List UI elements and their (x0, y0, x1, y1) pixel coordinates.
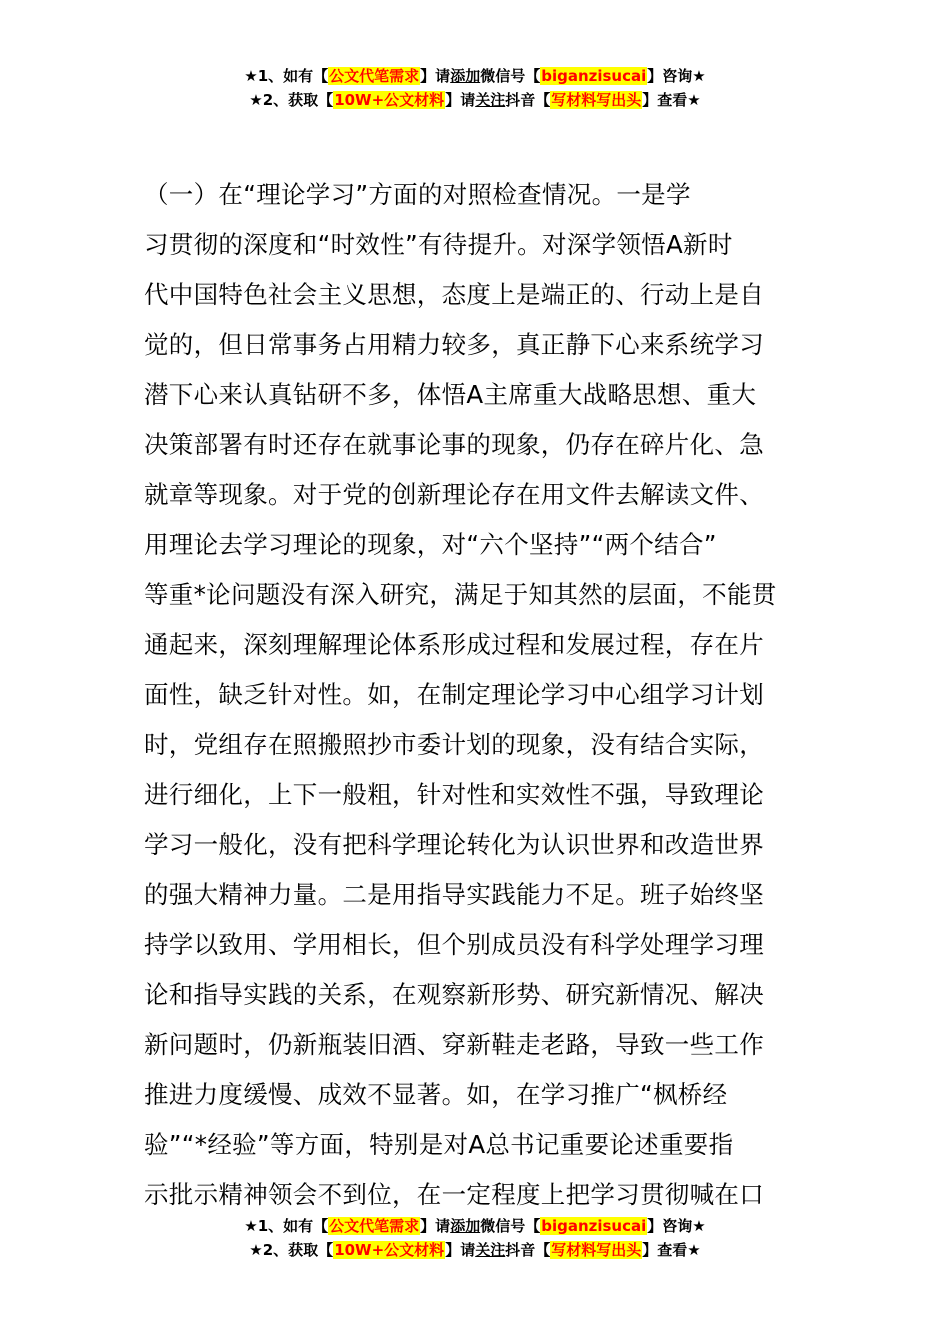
body-line: 通起来，深刻理解理论体系形成过程和发展过程，存在片 (144, 630, 764, 659)
highlight-materials: 10W+公文材料 (334, 91, 445, 109)
highlight-douyin: 写材料写出头 (551, 1241, 642, 1259)
body-line: 学习一般化，没有把科学理论转化为认识世界和改造世界 (144, 830, 764, 859)
body-line: 验”“*经验”等方面，特别是对A总书记重要论述重要指 (144, 1130, 734, 1159)
body-line: 进行细化，上下一般粗，针对性和实效性不强，导致理论 (144, 780, 764, 809)
highlight-service: 公文代笔需求 (329, 1217, 420, 1235)
highlight-wechat-id: biganzisucai (541, 1217, 647, 1235)
banner-line-2 (0, 88, 950, 112)
banner-text: 】请 (420, 1217, 451, 1235)
body-line: 推进力度缓慢、成效不显著。如，在学习推广“枫桥经 (144, 1080, 728, 1109)
banner-text: 】咨询★ (647, 67, 706, 85)
header-banner (0, 64, 950, 112)
body-line: 持学以致用、学用相长，但个别成员没有科学处理学习理 (144, 930, 764, 959)
banner-line-1 (0, 1214, 950, 1238)
underlined-text: 添加 (450, 1217, 481, 1235)
banner-text: ★1、如有【 (244, 67, 329, 85)
highlight-materials: 10W+公文材料 (334, 1241, 445, 1259)
body-line: 觉的，但日常事务占用精力较多，真正静下心来系统学习 (144, 330, 764, 359)
highlight-service: 公文代笔需求 (329, 67, 420, 85)
banner-text: 】请 (445, 91, 476, 109)
body-line: 示批示精神领会不到位，在一定程度上把学习贯彻喊在口 (144, 1180, 764, 1209)
banner-text: ★2、获取【 (249, 1241, 334, 1259)
body-line: 论和指导实践的关系，在观察新形势、研究新情况、解决 (144, 980, 764, 1009)
highlight-wechat-id: biganzisucai (541, 67, 647, 85)
banner-text: ★2、获取【 (249, 91, 334, 109)
banner-text: 抖音【 (505, 1241, 551, 1259)
body-line: 习贯彻的深度和“时效性”有待提升。对深学领悟A新时 (144, 230, 733, 259)
document-body (144, 170, 809, 1220)
underlined-text: 关注 (475, 91, 506, 109)
banner-text: 】咨询★ (647, 1217, 706, 1235)
banner-line-1 (0, 64, 950, 88)
banner-text: 微信号【 (480, 67, 541, 85)
banner-text: 】查看★ (642, 1241, 701, 1259)
body-line: 潜下心来认真钻研不多，体悟A主席重大战略思想、重大 (144, 380, 757, 409)
body-line: 就章等现象。对于党的创新理论存在用文件去解读文件、 (144, 480, 764, 509)
banner-text: 抖音【 (505, 91, 551, 109)
underlined-text: 关注 (475, 1241, 506, 1259)
body-line: 代中国特色社会主义思想，态度上是端正的、行动上是自 (144, 280, 764, 309)
banner-text: ★1、如有【 (244, 1217, 329, 1235)
body-line: 新问题时，仍新瓶装旧酒、穿新鞋走老路，导致一些工作 (144, 1030, 764, 1059)
banner-text: 】请 (420, 67, 451, 85)
body-line: 用理论去学习理论的现象，对“六个坚持”“两个结合” (144, 530, 717, 559)
footer-banner (0, 1214, 950, 1262)
body-line: 时，党组存在照搬照抄市委计划的现象，没有结合实际， (144, 730, 764, 759)
body-line: 面性，缺乏针对性。如，在制定理论学习中心组学习计划 (144, 680, 764, 709)
highlight-douyin: 写材料写出头 (551, 91, 642, 109)
body-line: 等重*论问题没有深入研究，满足于知其然的层面，不能贯 (144, 580, 777, 609)
banner-text: 】查看★ (642, 91, 701, 109)
banner-text: 】请 (445, 1241, 476, 1259)
underlined-text: 添加 (450, 67, 481, 85)
banner-text: 微信号【 (480, 1217, 541, 1235)
body-line: 决策部署有时还存在就事论事的现象，仍存在碎片化、急 (144, 430, 764, 459)
body-line: 的强大精神力量。二是用指导实践能力不足。班子始终坚 (144, 880, 764, 909)
banner-line-2 (0, 1238, 950, 1262)
body-line: （一）在“理论学习”方面的对照检查情况。一是学 (144, 180, 691, 209)
